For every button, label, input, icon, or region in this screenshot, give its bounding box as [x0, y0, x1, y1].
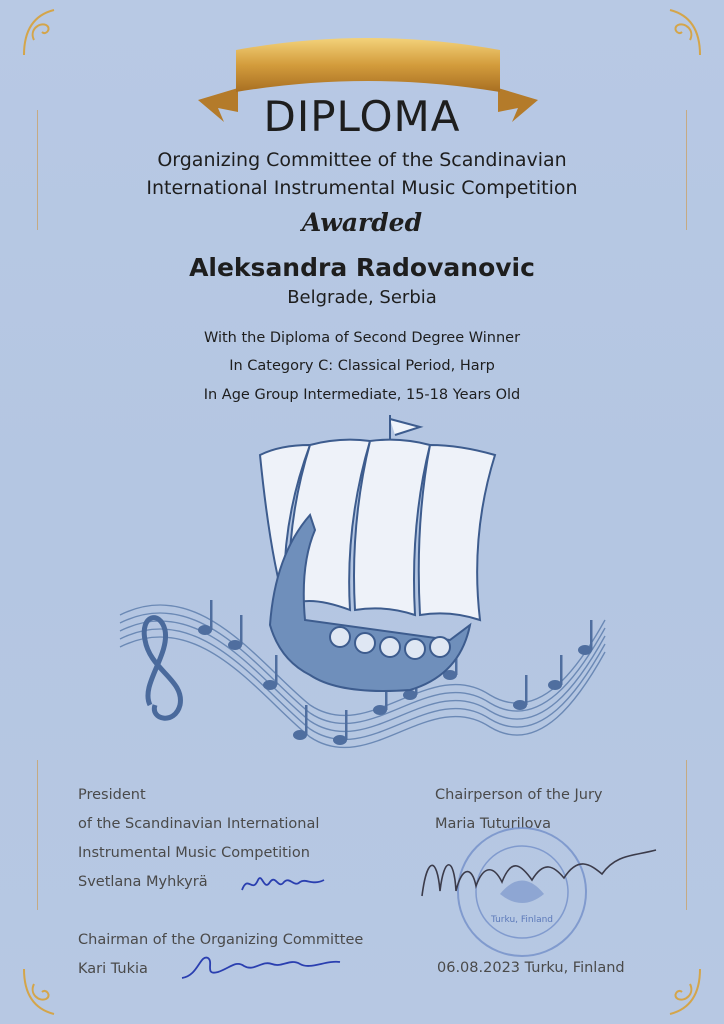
jury-title: Chairperson of the Jury	[435, 787, 603, 803]
president-signature	[238, 868, 328, 900]
awarded-label: Awarded	[301, 208, 423, 237]
chairman-signature	[178, 950, 343, 984]
award-degree: With the Diploma of Second Degree Winner	[203, 330, 521, 346]
award-category: In Category C: Classical Period, Harp	[229, 358, 495, 374]
committee-line-1: Organizing Committee of the Scandinavian	[157, 149, 567, 171]
president-org-line-2: Instrumental Music Competition	[78, 845, 310, 861]
award-age-group: In Age Group Intermediate, 15-18 Years Old	[203, 387, 521, 403]
president-org-line-1: of the Scandinavian International	[78, 816, 320, 832]
ornament-corner-icon	[14, 0, 74, 60]
chairman-title: Chairman of the Organizing Committee	[78, 932, 364, 948]
president-title: President	[78, 787, 146, 803]
jury-name: Maria Tuturilova	[435, 816, 551, 832]
committee-line-2: International Instrumental Music Competition	[146, 177, 578, 199]
ornament-corner-icon	[650, 0, 710, 60]
date-place: 06.08.2023 Turku, Finland	[437, 960, 625, 976]
jury-signature	[412, 836, 662, 916]
president-name: Svetlana Myhkyrä	[78, 874, 208, 890]
svg-text:Turku, Finland: Turku, Finland	[490, 915, 554, 925]
ornament-corner-icon	[14, 964, 74, 1024]
ornament-corner-icon	[650, 964, 710, 1024]
chairman-name: Kari Tukia	[78, 961, 148, 977]
recipient-city: Belgrade, Serbia	[287, 287, 437, 308]
viking-ship-icon	[260, 415, 495, 691]
recipient-name: Aleksandra Radovanovic	[189, 253, 535, 282]
side-rule	[37, 760, 38, 910]
viking-ship-illustration	[110, 405, 620, 825]
diploma-title: DIPLOMA	[263, 92, 461, 141]
treble-clef-icon	[144, 618, 180, 719]
committee-heading	[0, 146, 724, 202]
side-rule	[686, 760, 687, 910]
